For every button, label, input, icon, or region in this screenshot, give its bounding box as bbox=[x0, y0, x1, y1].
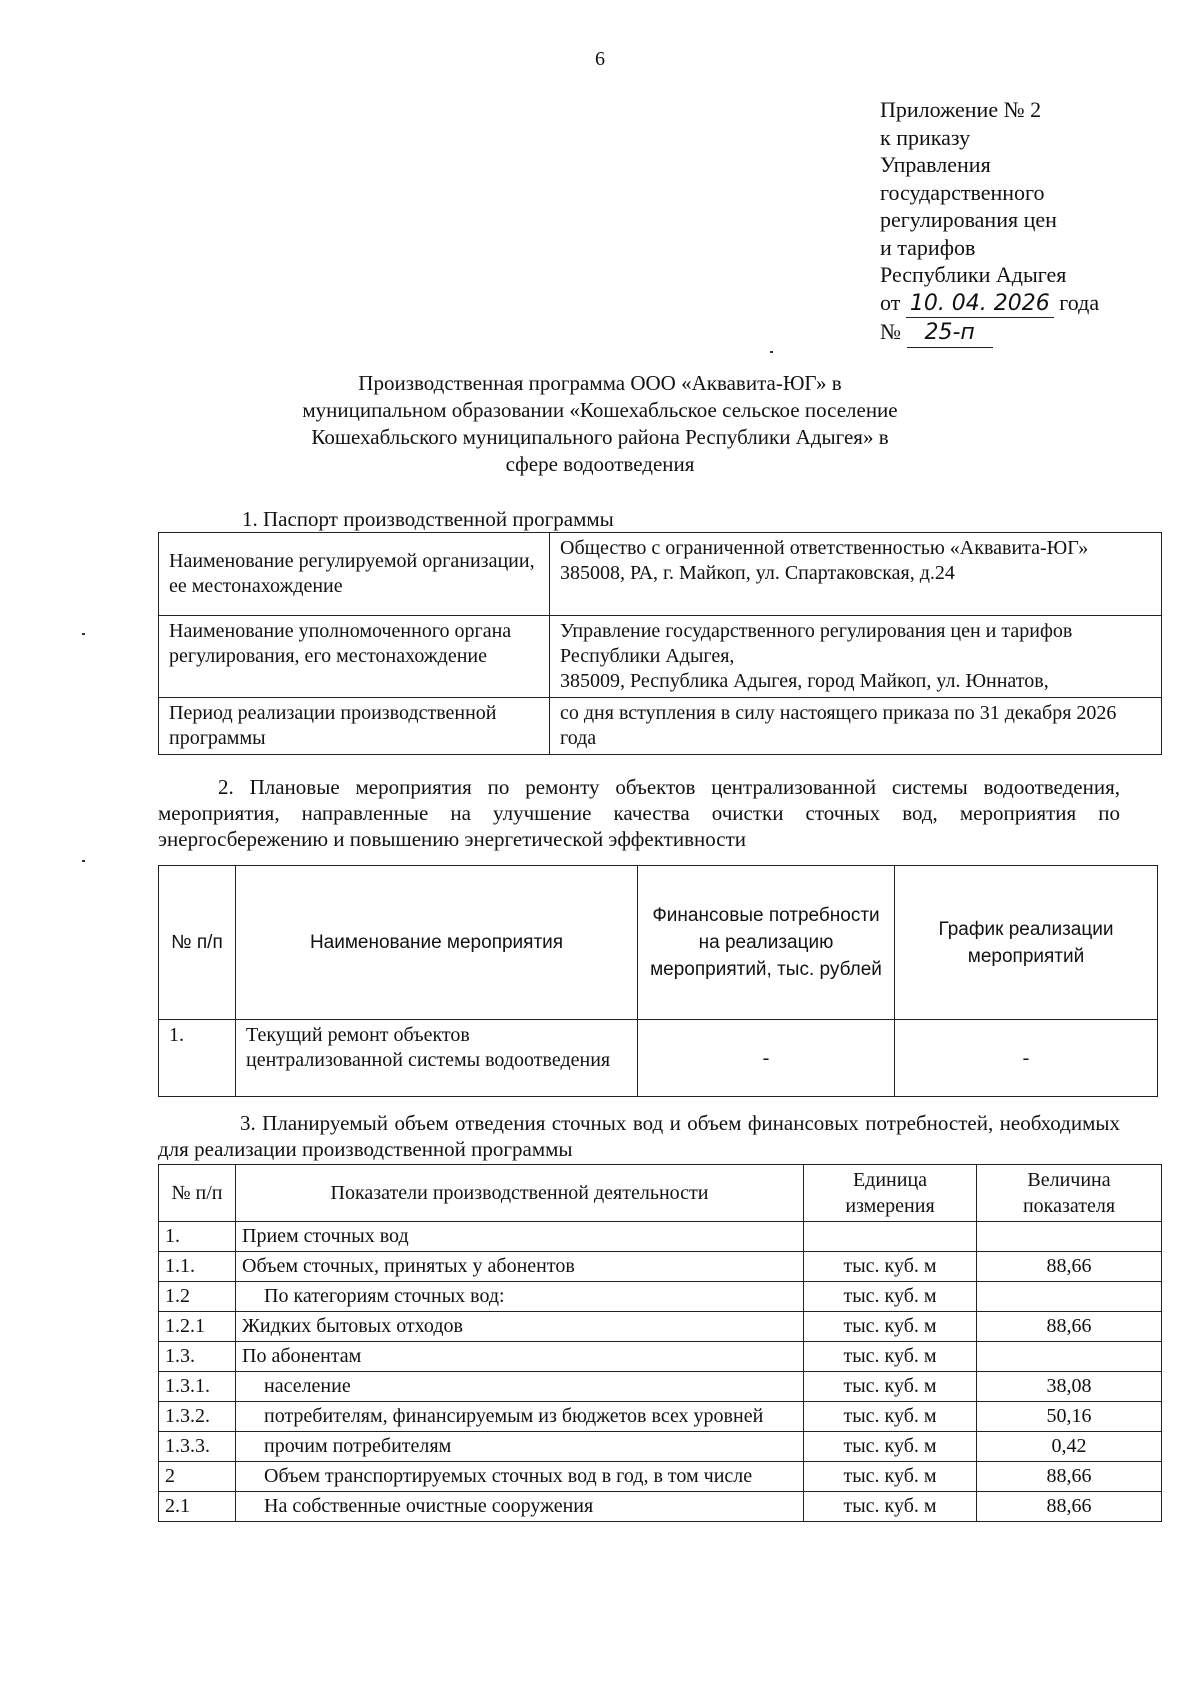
table-row bbox=[159, 1252, 1162, 1282]
row-unit: тыс. куб. м bbox=[804, 1342, 977, 1372]
handwritten-date: 10. 04. 2026 bbox=[906, 290, 1054, 319]
row-name bbox=[236, 1402, 804, 1432]
row-value: 38,08 bbox=[977, 1372, 1162, 1402]
table-row bbox=[159, 1312, 1162, 1342]
row-unit: тыс. куб. м bbox=[804, 1492, 977, 1522]
passport-value-line: 385009, Республика Адыгея, город Майкоп, ул. Юннатов, bbox=[560, 670, 1049, 692]
row-no: 1.2 bbox=[159, 1282, 236, 1312]
passport-value-line: со дня вступления в силу настоящего приказа по 31 декабря 2026 года bbox=[560, 702, 1117, 749]
date-suffix: года bbox=[1059, 289, 1100, 315]
table-row bbox=[159, 1372, 1162, 1402]
row-unit: тыс. куб. м bbox=[804, 1312, 977, 1342]
appendix-line: Управления bbox=[880, 152, 991, 177]
appendix-line: регулирования цен bbox=[880, 207, 1057, 232]
header-measure-name: Наименование мероприятия bbox=[236, 866, 638, 1020]
row-name: Объем сточных, принятых у абонентов bbox=[236, 1252, 804, 1282]
row-unit: тыс. куб. м bbox=[804, 1282, 977, 1312]
table-row bbox=[159, 1432, 1162, 1462]
measures-header-row bbox=[159, 866, 1158, 1020]
section2-text: 2. Плановые мероприятия по ремонту объектов централизованной системы водоотведения, мероприятия, направленные на улучшение качества очистки сточных вод, мероприятия по энергосбережению и повышению энергетической эффективности bbox=[158, 775, 1120, 851]
scan-artifact bbox=[770, 351, 773, 353]
header-no: № п/п bbox=[159, 1165, 236, 1222]
row-name-text: Объем транспортируемых сточных вод в год, в том числе bbox=[264, 1465, 753, 1487]
row-unit: тыс. куб. м bbox=[804, 1252, 977, 1282]
scan-artifact bbox=[82, 860, 85, 862]
passport-value bbox=[550, 616, 1162, 698]
row-no: 1.3.3. bbox=[159, 1432, 236, 1462]
passport-label: Период реализации производственной программы bbox=[159, 698, 550, 755]
section3-text: 3. Планируемый объем отведения сточных вод и объем финансовых потребностей, необходимых для реализации производственной программы bbox=[158, 1111, 1120, 1161]
row-value: 0,42 bbox=[977, 1432, 1162, 1462]
table-row bbox=[159, 1222, 1162, 1252]
measures-table bbox=[158, 865, 1158, 1097]
appendix-line: к приказу bbox=[880, 124, 971, 150]
appendix-number-line bbox=[880, 318, 1099, 348]
page-number: 6 bbox=[595, 48, 605, 70]
appendix-line: Приложение № 2 bbox=[880, 97, 1042, 122]
row-no: 2.1 bbox=[159, 1492, 236, 1522]
measure-name: Текущий ремонт объектов централизованной системы водоотведения bbox=[236, 1020, 638, 1097]
passport-table bbox=[158, 532, 1162, 755]
passport-value-line: Общество с ограниченной ответственностью «Аквавита-ЮГ» bbox=[560, 537, 1089, 559]
row-no: 1. bbox=[159, 1222, 236, 1252]
appendix-line: государственного bbox=[880, 179, 1045, 205]
table-row bbox=[159, 1462, 1162, 1492]
measures-row bbox=[159, 1020, 1158, 1097]
row-name: На собственные очистные сооружения bbox=[236, 1492, 804, 1522]
row-no: 2 bbox=[159, 1462, 236, 1492]
row-name: Жидких бытовых отходов bbox=[236, 1312, 804, 1342]
row-name: население bbox=[236, 1372, 804, 1402]
row-value bbox=[977, 1282, 1162, 1312]
table-row bbox=[159, 1342, 1162, 1372]
date-prefix: от bbox=[880, 289, 901, 315]
passport-row bbox=[159, 616, 1162, 698]
table-row bbox=[159, 1402, 1162, 1432]
appendix-date-line bbox=[880, 289, 1099, 319]
row-name: прочим потребителям bbox=[236, 1432, 804, 1462]
header-indicator: Показатели производственной деятельности bbox=[236, 1165, 804, 1222]
scan-artifact bbox=[82, 633, 85, 635]
row-unit: тыс. куб. м bbox=[804, 1402, 977, 1432]
appendix-line: Республики Адыгея bbox=[880, 262, 1067, 287]
row-value: 88,66 bbox=[977, 1312, 1162, 1342]
row-name: Прием сточных вод bbox=[236, 1222, 804, 1252]
passport-value bbox=[550, 533, 1162, 616]
row-unit: тыс. куб. м bbox=[804, 1462, 977, 1492]
table-row bbox=[159, 1492, 1162, 1522]
row-no: 1.3.2. bbox=[159, 1402, 236, 1432]
measure-no: 1. bbox=[159, 1020, 236, 1097]
header-unit: Единица измерения bbox=[804, 1165, 977, 1222]
row-value: 88,66 bbox=[977, 1492, 1162, 1522]
volume-table bbox=[158, 1164, 1162, 1522]
number-prefix: № bbox=[880, 319, 901, 344]
row-value: 88,66 bbox=[977, 1252, 1162, 1282]
row-no: 1.1. bbox=[159, 1252, 236, 1282]
row-unit: тыс. куб. м bbox=[804, 1372, 977, 1402]
row-value: 88,66 bbox=[977, 1462, 1162, 1492]
table-row bbox=[159, 1282, 1162, 1312]
appendix-line: и тарифов bbox=[880, 234, 976, 260]
section1-heading: 1. Паспорт производственной программы bbox=[242, 507, 614, 531]
passport-label: Наименование регулируемой организации, ее местонахождение bbox=[159, 533, 550, 616]
row-no: 1.3.1. bbox=[159, 1372, 236, 1402]
measure-schedule: - bbox=[895, 1020, 1158, 1097]
appendix-block bbox=[880, 96, 1099, 348]
passport-label: Наименование уполномоченного органа регулирования, его местонахождение bbox=[159, 616, 550, 698]
header-value: Величина показателя bbox=[977, 1165, 1162, 1222]
row-name bbox=[236, 1462, 804, 1492]
row-unit bbox=[804, 1222, 977, 1252]
passport-value-line: Управление государственного регулирования цен и тарифов Республики Адыгея, bbox=[560, 620, 1073, 667]
header-finance: Финансовые потребности на реализацию мероприятий, тыс. рублей bbox=[638, 866, 895, 1020]
row-no: 1.2.1 bbox=[159, 1312, 236, 1342]
handwritten-number: 25-п bbox=[907, 319, 993, 348]
header-no: № п/п bbox=[159, 866, 236, 1020]
document-title: Производственная программа ООО «Аквавита-ЮГ» в муниципальном образовании «Кошехабльское сельское поселение Кошехабльского муниципального района Республики Адыгея» в сфере водоотведения bbox=[302, 371, 898, 476]
passport-row bbox=[159, 533, 1162, 616]
row-name: По категориям сточных вод: bbox=[236, 1282, 804, 1312]
volume-header-row bbox=[159, 1165, 1162, 1222]
row-no: 1.3. bbox=[159, 1342, 236, 1372]
row-unit: тыс. куб. м bbox=[804, 1432, 977, 1462]
row-name-text: потребителям, финансируемым из бюджетов всех уровней bbox=[264, 1405, 764, 1427]
passport-value-line: 385008, РА, г. Майкоп, ул. Спартаковская, д.24 bbox=[560, 562, 955, 584]
row-value: 50,16 bbox=[977, 1402, 1162, 1432]
row-name: По абонентам bbox=[236, 1342, 804, 1372]
row-value bbox=[977, 1342, 1162, 1372]
measure-cost: - bbox=[638, 1020, 895, 1097]
row-value bbox=[977, 1222, 1162, 1252]
passport-value bbox=[550, 698, 1162, 755]
header-schedule: График реализации мероприятий bbox=[895, 866, 1158, 1020]
passport-row bbox=[159, 698, 1162, 755]
